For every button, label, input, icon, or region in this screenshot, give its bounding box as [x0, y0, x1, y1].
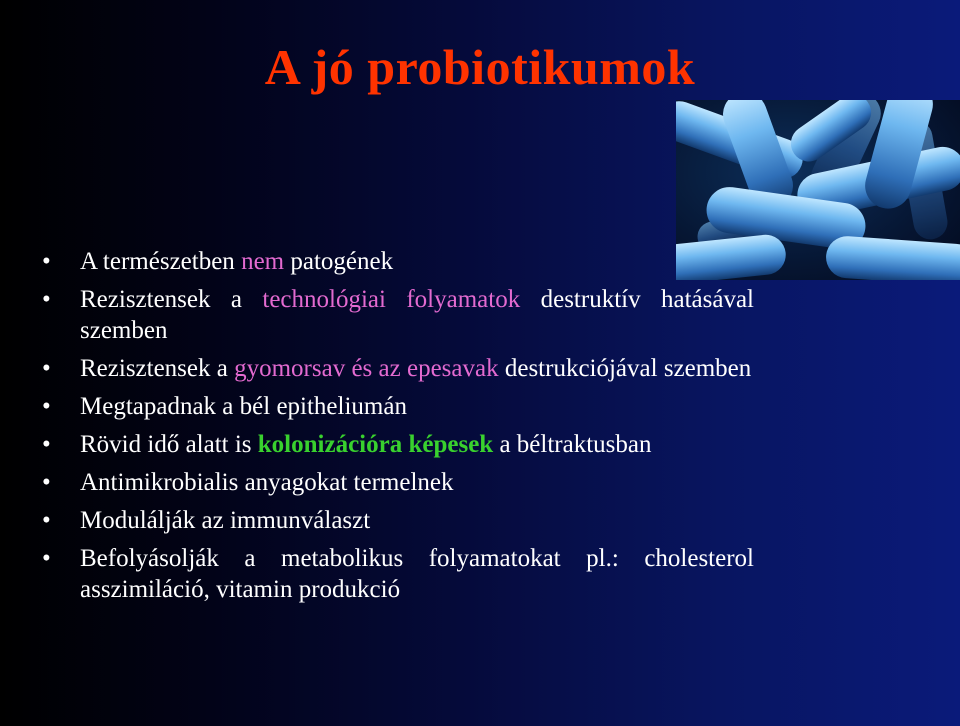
bullet-text: Rövid idő alatt is: [80, 431, 258, 458]
highlight-text: kolonizációra képesek: [257, 431, 494, 458]
bullet-text: Rezisztensek a: [80, 286, 263, 313]
bullet-item: [42, 391, 754, 422]
bullet-list: [42, 246, 754, 612]
highlight-text: technológiai folyamatok: [262, 286, 521, 313]
bullet-text: patogének: [284, 248, 394, 275]
bullet-text: destruktív hatásával szemben: [80, 286, 754, 344]
bullet-item: [42, 429, 754, 460]
bullet-text: Megtapadnak a bél epitheliumán: [80, 393, 407, 420]
highlight-text: nem: [241, 248, 285, 275]
bullet-text: destrukciójával szemben: [498, 355, 752, 382]
bullet-item: [42, 353, 754, 384]
bullet-text: Antimikrobialis anyagokat termelnek: [80, 469, 454, 496]
bullet-item: [42, 246, 754, 277]
bullet-item: [42, 284, 754, 346]
highlight-text: gyomorsav és az epesavak: [234, 355, 499, 382]
bullet-text: Befolyásolják a metabolikus folyamatokat pl.: cholesterol asszimiláció, vitamin produkció: [80, 545, 754, 603]
bullet-item: [42, 505, 754, 536]
bullet-item: [42, 543, 754, 605]
bullet-text: A természetben: [80, 248, 242, 275]
bullet-text: Rezisztensek a: [80, 355, 235, 382]
bullet-text: Modulálják az immunválaszt: [80, 507, 371, 534]
slide-title: A jó probiotikumok: [264, 39, 696, 95]
bullet-text: a béltraktusban: [493, 431, 652, 458]
bullet-item: [42, 467, 754, 498]
